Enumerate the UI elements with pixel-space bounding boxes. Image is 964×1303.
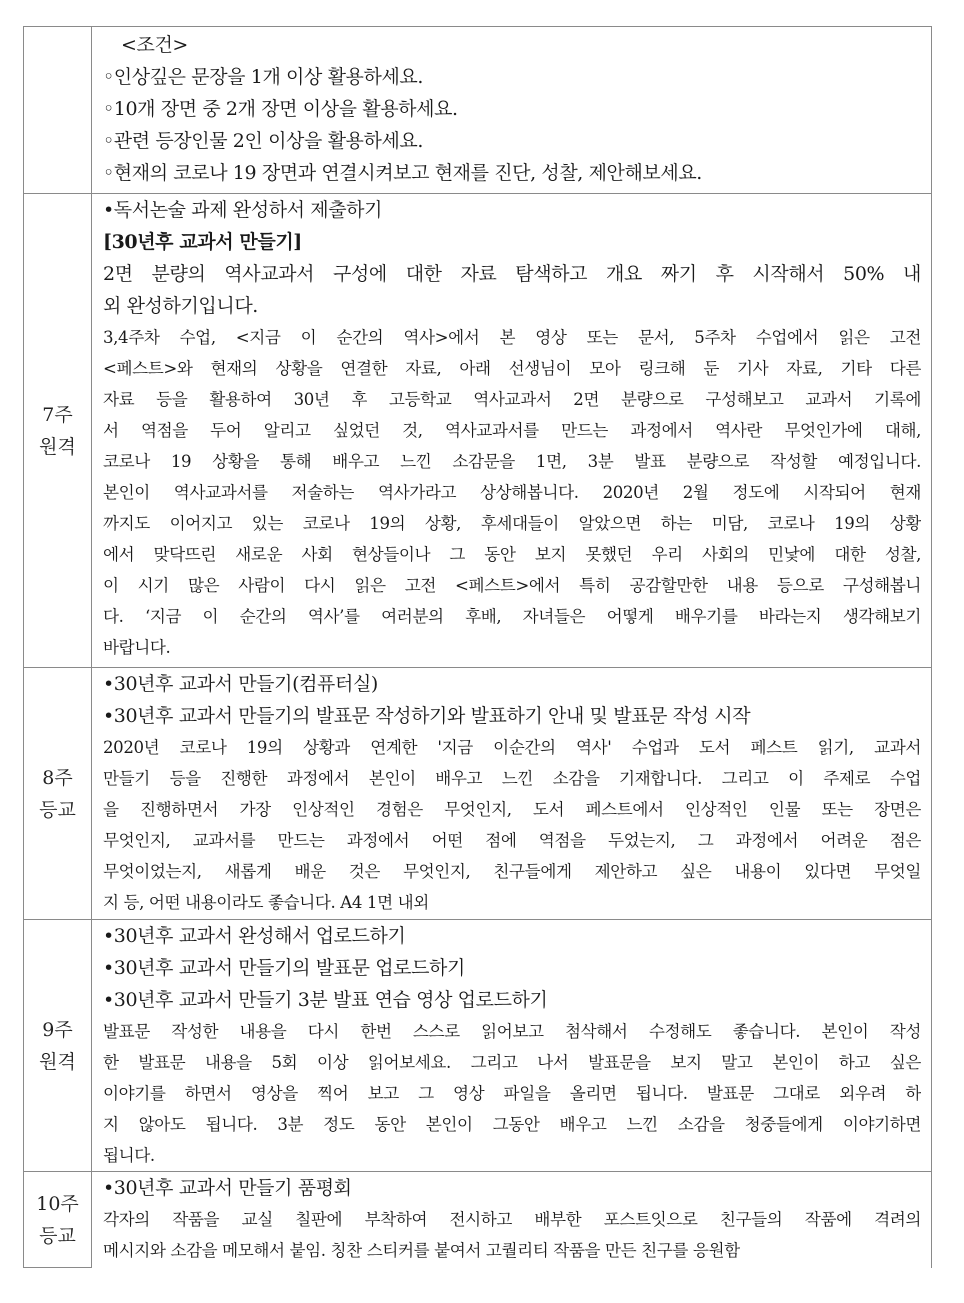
table-row-week-9 bbox=[24, 920, 932, 1172]
paragraph-line: 이 시기 많은 사람이 다시 읽은 고전 <페스트>에서 특히 공감할만한 내용 등으로 구성해봅니 bbox=[103, 576, 921, 595]
paragraph-line: 을 진행하면서 가장 인상적인 경험은 무엇인지, 도서 페스트에서 인상적인 인물 또는 장면은 bbox=[103, 800, 921, 819]
intro-paragraph bbox=[103, 258, 921, 322]
week-cell-empty bbox=[24, 27, 92, 194]
task-bullet: •30년후 교과서 만들기 3분 발표 연습 영상 업로드하기 bbox=[103, 989, 548, 1011]
conditions-cell bbox=[92, 27, 932, 194]
condition-item: ◦현재의 코로나 19 장면과 연결시켜보고 현재를 진단, 성찰, 제안해보세요. bbox=[103, 162, 702, 184]
task-bullet: •30년후 교과서 완성해서 업로드하기 bbox=[103, 925, 406, 947]
condition-item: ◦10개 장면 중 2개 장면 이상을 활용하세요. bbox=[103, 98, 458, 120]
week-label: 8주 bbox=[42, 766, 73, 789]
paragraph-line: 까지도 이어지고 있는 코로나 19의 상황, 후세대들이 알았으면 하는 미담, 코로나 19의 상황 bbox=[103, 514, 921, 533]
content-cell bbox=[92, 668, 932, 920]
condition-item: ◦관련 등장인물 2인 이상을 활용하세요. bbox=[103, 130, 424, 152]
task-bullet: •30년후 교과서 만들기(컴퓨터실) bbox=[103, 673, 378, 695]
mode-label: 원격 bbox=[39, 435, 76, 458]
week-label: 9주 bbox=[42, 1018, 73, 1041]
content-cell bbox=[92, 1172, 932, 1268]
paragraph-line: 각자의 작품을 교실 칠판에 부착하여 전시하고 배부한 포스트잇으로 친구들의 작품에 격려의 bbox=[103, 1210, 921, 1229]
paragraph-line: 2면 분량의 역사교과서 구성에 대한 자료 탐색하고 개요 짜기 후 시작해서 50% 내 bbox=[103, 263, 921, 285]
paragraph-line: 에서 맞닥뜨린 새로운 사회 현상들이나 그 동안 보지 못했던 우리 사회의 민낯에 대한 성찰, bbox=[103, 545, 921, 564]
paragraph-line: 다. ‘지금 이 순간의 역사’를 여러분의 후배, 자녀들은 어떻게 배우기를 바라는지 생각해보기 bbox=[103, 607, 921, 626]
paragraph-line: 외 완성하기입니다. bbox=[103, 295, 258, 317]
week-cell bbox=[24, 668, 92, 920]
week-cell bbox=[24, 194, 92, 668]
week-label: 10주 bbox=[36, 1192, 79, 1215]
table-row-conditions bbox=[24, 27, 932, 194]
paragraph-line: 발표문 작성한 내용을 다시 한번 스스로 읽어보고 첨삭해서 수정해도 좋습니다. 본인이 작성 bbox=[103, 1022, 921, 1041]
week-cell bbox=[24, 920, 92, 1172]
lesson-plan-table bbox=[23, 26, 932, 1268]
week-label: 7주 bbox=[42, 403, 73, 426]
paragraph-line: 무엇이었는지, 새롭게 배운 것은 무엇인지, 친구들에게 제안하고 싶은 내용이 있다면 무엇일 bbox=[103, 862, 921, 881]
paragraph-line: 코로나 19 상황을 통해 배우고 느낀 소감문을 1면, 3분 발표 분량으로 작성할 예정입니다. bbox=[103, 452, 921, 471]
paragraph-line: 이야기를 하면서 영상을 찍어 보고 그 영상 파일을 올리면 됩니다. 발표문 그대로 외우려 하 bbox=[103, 1084, 921, 1103]
paragraph-line: 만들기 등을 진행한 과정에서 본인이 배우고 느낀 소감을 기재합니다. 그리고 이 주제로 수업 bbox=[103, 769, 921, 788]
task-bullet: •30년후 교과서 만들기의 발표문 업로드하기 bbox=[103, 957, 465, 979]
table-row-week-10 bbox=[24, 1172, 932, 1268]
mode-label: 등교 bbox=[39, 1224, 76, 1247]
conditions-title: <조건> bbox=[121, 34, 188, 56]
paragraph-line: 한 발표문 내용을 5회 이상 읽어보세요. 그리고 나서 발표문을 보지 말고 본인이 하고 싶은 bbox=[103, 1053, 921, 1072]
description-paragraph-2 bbox=[103, 477, 921, 663]
description-paragraph bbox=[103, 732, 921, 918]
paragraph-line: 됩니다. bbox=[103, 1146, 155, 1165]
table-row-week-8 bbox=[24, 668, 932, 920]
paragraph-line: 바랍니다. bbox=[103, 638, 171, 657]
paragraph-line: 서 역점을 두어 알리고 싶었던 것, 역사교과서를 만드는 과정에서 역사란 무엇인가에 대해, bbox=[103, 421, 921, 440]
condition-item: ◦인상깊은 문장을 1개 이상 활용하세요. bbox=[103, 66, 424, 88]
task-bullet: •30년후 교과서 만들기의 발표문 작성하기와 발표하기 안내 및 발표문 작성 시작 bbox=[103, 705, 751, 727]
paragraph-line: 지 않아도 됩니다. 3분 정도 동안 본인이 그동안 배우고 느낀 소감을 청중들에게 이야기하면 bbox=[103, 1115, 921, 1134]
week-cell bbox=[24, 1172, 92, 1268]
paragraph-line: 무엇인지, 교과서를 만드는 과정에서 어떤 점에 역점을 두었는지, 그 과정에서 어려운 점은 bbox=[103, 831, 921, 850]
task-bullet: •30년후 교과서 만들기 품평회 bbox=[103, 1177, 352, 1199]
content-cell bbox=[92, 194, 932, 668]
description-paragraph-1 bbox=[103, 322, 921, 477]
section-heading: [30년후 교과서 만들기] bbox=[103, 231, 302, 253]
description-paragraph bbox=[103, 1204, 921, 1266]
content-cell bbox=[92, 920, 932, 1172]
description-paragraph bbox=[103, 1016, 921, 1171]
mode-label: 등교 bbox=[39, 798, 76, 821]
paragraph-line: 메시지와 소감을 메모해서 붙임. 칭찬 스티커를 붙여서 고퀄리티 작품을 만든 친구를 응원함 bbox=[103, 1241, 740, 1260]
paragraph-line: 지 등, 어떤 내용이라도 좋습니다. A4 1면 내외 bbox=[103, 893, 429, 912]
task-bullet: •독서논술 과제 완성하서 제출하기 bbox=[103, 199, 383, 221]
paragraph-line: 본인이 역사교과서를 저술하는 역사가라고 상상해봅니다. 2020년 2월 정도에 시작되어 현재 bbox=[103, 483, 921, 502]
paragraph-line: <페스트>와 현재의 상황을 연결한 자료, 아래 선생님이 모아 링크해 둔 기사 자료, 기타 다른 bbox=[103, 359, 921, 378]
paragraph-line: 3,4주차 수업, <지금 이 순간의 역사>에서 본 영상 또는 문서, 5주차 수업에서 읽은 고전 bbox=[103, 328, 921, 347]
mode-label: 원격 bbox=[39, 1050, 76, 1073]
paragraph-line: 2020년 코로나 19의 상황과 연계한 '지금 이순간의 역사' 수업과 도서 페스트 읽기, 교과서 bbox=[103, 738, 921, 757]
table-row-week-7 bbox=[24, 194, 932, 668]
paragraph-line: 자료 등을 활용하여 30년 후 고등학교 역사교과서 2면 분량으로 구성해보고 교과서 기록에 bbox=[103, 390, 921, 409]
